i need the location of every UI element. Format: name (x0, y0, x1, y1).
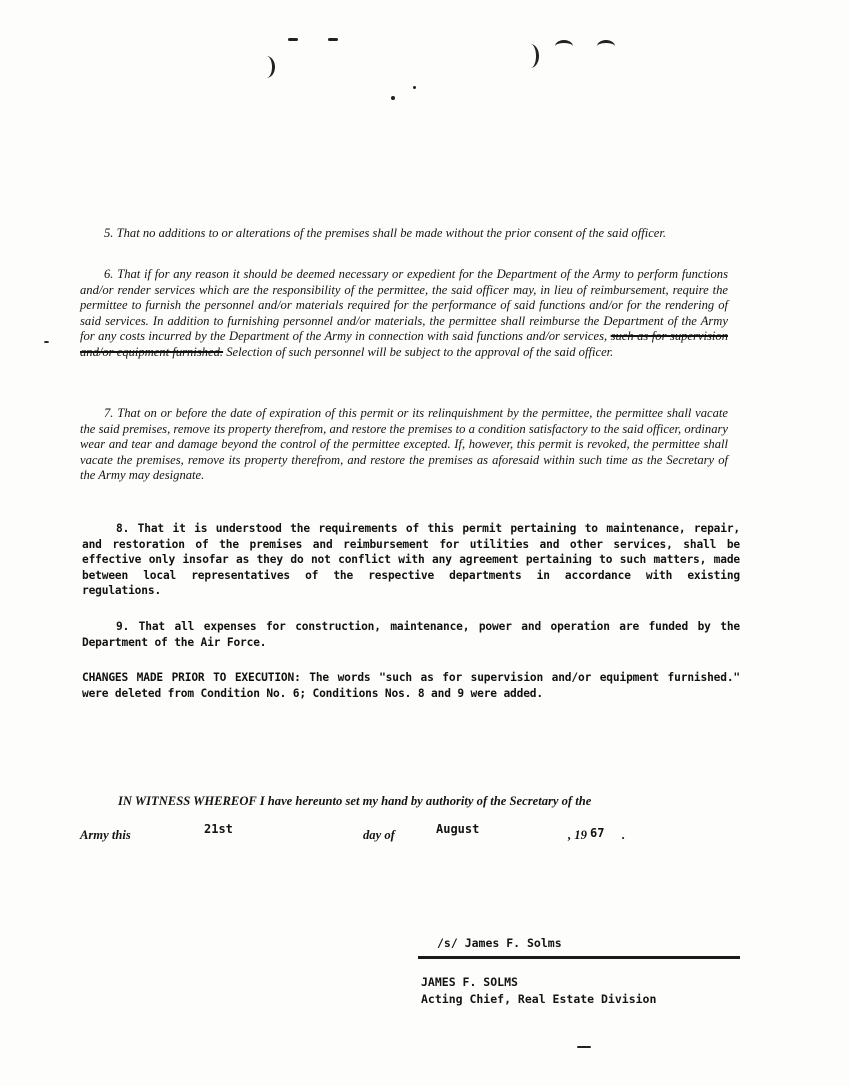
condition-5: 5. That no additions to or alterations of the premises shall be made without the prior consent of the said officer. (104, 226, 667, 240)
witness-period: . (622, 828, 626, 842)
army-this-label: Army this (80, 828, 131, 842)
scan-mark (391, 96, 395, 100)
changes-note: CHANGES MADE PRIOR TO EXECUTION: The words "such as for supervision and/or equipment furnished." were deleted from Condition No. 6; Conditions Nos. 8 and 9 were added. (82, 671, 740, 700)
scan-mark (288, 38, 298, 41)
signatory-block (421, 974, 656, 1008)
month-value: August (436, 822, 480, 836)
condition-6-struck-text: such as for supervision and/or equipment furnished. (80, 329, 729, 359)
condition-6 (80, 267, 728, 361)
signature-rule (418, 956, 740, 959)
scan-mark (44, 341, 49, 343)
scan-mark (577, 1046, 591, 1048)
signatory-title: Acting Chief, Real Estate Division (421, 992, 657, 1006)
scan-mark (597, 40, 615, 53)
signed-name: /s/ James F. Solms (437, 936, 562, 950)
scan-mark (328, 38, 338, 41)
condition-6-text: 6. That if for any reason it should be deemed necessary or expedient for the Department of the Army to perform functions and/or render services which are the responsibility of the permittee, the said officer may, in lieu of reimbursement, require the permittee to furnish the personnel and/or materials required for the performance of said functions and/or for the rendering of said services. In addition to furnishing personnel and/or materials, the permittee shall reimburse the Department of the Army for any costs incurred by the Department of the Army in connection with said functions and/or services, (80, 267, 728, 344)
condition-9: 9. That all expenses for construction, maintenance, power and operation are funded by the Department of the Air Force. (82, 620, 740, 649)
signatory-name: JAMES F. SOLMS (421, 975, 518, 989)
condition-7: 7. That on or before the date of expiration of this permit or its relinquishment by the permittee, the permittee shall vacate the said premises, remove its property therefrom, and restore the premises to a condition satisfactory to the said officer, ordinary wear and tear and damage beyond the control of the permittee excepted. If, however, this permit is revoked, the permittee shall vacate the premises, remove its property therefrom, and restore the premises as aforesaid within such time as the Secretary of the Army may designate. (80, 406, 728, 483)
scan-mark (258, 56, 275, 78)
condition-8: 8. That it is understood the requirements of this permit pertaining to maintenance, repair, and restoration of the premises and reimbursement for utilities and other services, shall be effective only insofar as they do not conflict with any agreement pertaining to such matters, made between local representatives of the respective departments in accordance with existing regulations. (82, 522, 740, 597)
witness-clause: IN WITNESS WHEREOF I have hereunto set my hand by authority of the Secretary of the (118, 794, 592, 808)
year-value: 67 (590, 826, 605, 840)
scan-mark (413, 86, 416, 89)
scan-mark (555, 40, 573, 53)
scan-mark (522, 44, 539, 68)
day-of-label: day of (363, 828, 395, 842)
year-prefix: , 19 (568, 828, 587, 842)
condition-6-text-end: Selection of such personnel will be subject to the approval of the said officer. (226, 344, 614, 359)
day-value: 21st (204, 822, 233, 836)
